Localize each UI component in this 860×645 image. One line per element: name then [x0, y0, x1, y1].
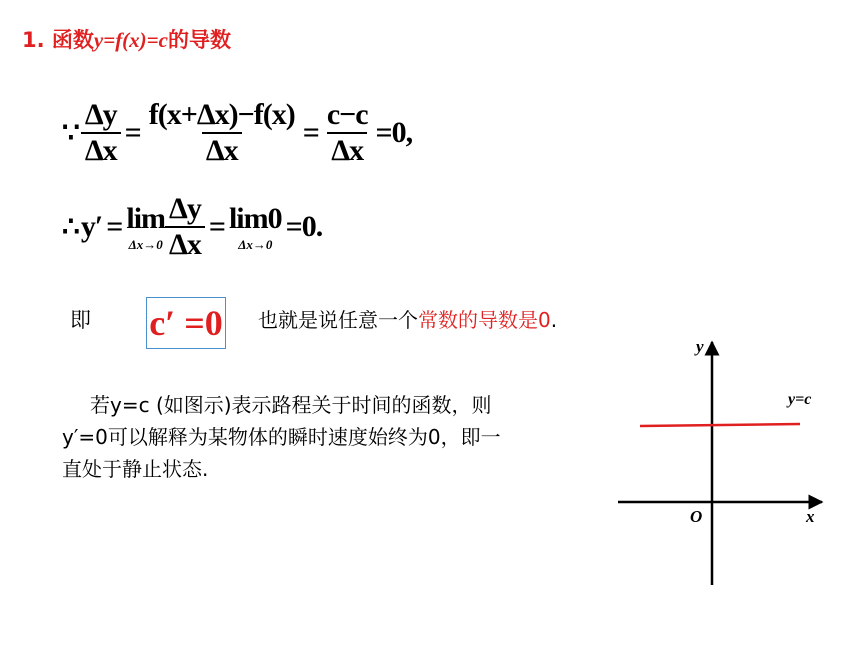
equals-sign: = [302, 116, 319, 149]
y-prime: y′ [80, 210, 103, 243]
fraction-numerator: c−c [326, 98, 368, 131]
boxed-result: c′ =0 [146, 297, 226, 349]
limit-label: lim0 [228, 201, 282, 235]
paragraph-line: y′=0可以解释为某物体的瞬时速度始终为0，即一 [62, 425, 501, 449]
x-axis-label: x [806, 507, 815, 526]
limit-label: lim [126, 201, 166, 235]
constant-function-graph [600, 330, 840, 600]
limit-subscript: Δx→0 [238, 236, 273, 252]
fraction-numerator: Δy [169, 192, 201, 225]
because-symbol: ∵ [62, 118, 79, 149]
title-prefix: 1. 函数 [22, 28, 94, 52]
fraction-denominator: Δx [327, 132, 367, 168]
delta-quotient-fraction [165, 192, 205, 262]
origin-label: O [690, 507, 703, 526]
limit-operator [228, 201, 282, 252]
equals-sign: = [124, 116, 141, 149]
fraction-denominator: Δx [81, 132, 121, 168]
ji-label: 即 [70, 308, 91, 332]
formula-tail: =0, [375, 116, 413, 149]
derivative-quotient-formula [62, 98, 416, 168]
conclusion-text [258, 304, 557, 333]
fraction-denominator: Δx [202, 132, 242, 168]
delta-quotient-fraction [81, 98, 121, 168]
title-expression: y=f(x)=c [93, 28, 168, 52]
limit-operator [126, 201, 166, 252]
therefore-symbol: ∴ [62, 212, 79, 243]
paragraph-line: 若y=c (如图示)表示路程关于时间的函数，则 [90, 393, 492, 417]
fraction-numerator: Δy [84, 98, 117, 131]
equals-sign: = [106, 210, 123, 243]
title-suffix: 的导数 [167, 28, 231, 52]
line-label: y=c [788, 391, 812, 408]
limit-formula [62, 192, 326, 262]
equals-sign: = [208, 210, 225, 243]
limit-subscript: Δx→0 [128, 236, 163, 252]
conclusion-text-black: 也就是说任意一个 [258, 308, 418, 332]
y-axis-label: y [696, 337, 704, 356]
difference-quotient-fraction [145, 98, 299, 168]
fraction-denominator: Δx [165, 226, 205, 262]
constant-function-line [640, 424, 800, 426]
conclusion-text-end: . [550, 308, 558, 332]
conclusion-text-red: 常数的导数是0 [418, 308, 551, 332]
formula-tail: =0. [285, 210, 323, 243]
explanation-paragraph [62, 389, 602, 485]
paragraph-line: 直处于静止状态. [62, 457, 209, 481]
constant-difference-fraction [323, 98, 372, 168]
fraction-numerator: f(x+Δx)−f(x) [148, 98, 295, 131]
section-title [22, 24, 231, 54]
